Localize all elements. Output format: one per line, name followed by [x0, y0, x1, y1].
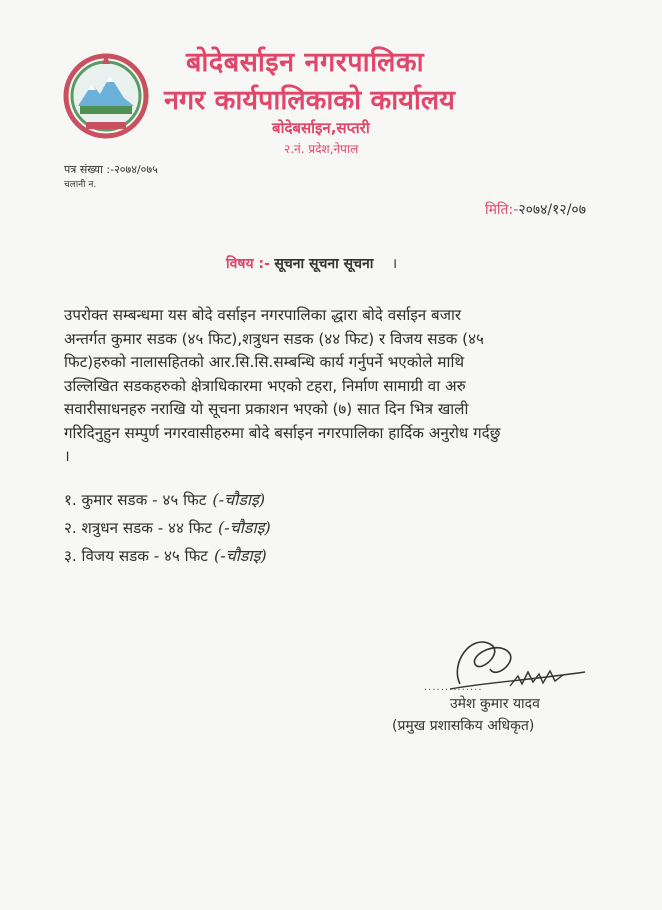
subject-value: सूचना सूचना सूचना — [274, 256, 374, 272]
office-name: नगर कार्यपालिकाको कार्यालय — [164, 85, 455, 116]
date-label: मिति:- — [484, 202, 519, 218]
body-line: फिट)हरुको नालासहितको आर.सि.सि.सम्बन्धि कार्य गर्नुपर्ने भएकोले माथि — [64, 353, 465, 371]
address-district: बोदेबर्साइन,सप्तरी — [272, 119, 370, 137]
subject-line — [226, 254, 397, 273]
body-line: । — [64, 447, 70, 465]
road-item: २. शत्रुधन सडक - ४४ फिट — [64, 519, 212, 537]
handwritten-note: (-चौडाइ) — [212, 490, 266, 509]
list-item — [64, 514, 271, 542]
date-value: २०७४/१२/०७ — [518, 202, 586, 218]
notice-body — [64, 304, 610, 469]
body-line: गरिदिनुहुन सम्पुर्ण नगरवासीहरुमा बोदे बर्साइन नगरपालिका हार्दिक अनुरोध गर्दछु — [64, 423, 501, 442]
signature-dots: .............. — [424, 682, 483, 693]
body-line: उपरोक्त सम्बन्धमा यस बोदे वर्साइन नगरपालिका द्धारा बोदे वर्साइन बजार — [64, 306, 462, 324]
road-list — [64, 486, 271, 570]
body-line: सवारीसाधनहरु नराखि यो सूचना प्रकाशन भएको (७) सात दिन भित्र खाली — [64, 400, 469, 418]
list-item — [64, 486, 271, 514]
handwritten-note: (-चौडाइ) — [213, 546, 267, 565]
letter-number: पत्र संख्या :-२०७४/०७५ — [64, 163, 158, 176]
signatory-name: उमेश कुमार यादव — [450, 696, 540, 712]
letter-date — [485, 200, 586, 219]
address-province: २.नं. प्रदेश,नेपाल — [284, 142, 359, 156]
signatory-title: (प्रमुख प्रशासकिय अधिकृत) — [392, 718, 535, 734]
municipality-name: बोदेबर्साइन नगरपालिका — [186, 47, 425, 78]
dispatch-number: चलानी न. — [64, 180, 97, 190]
road-item: ३. विजय सडक - ४५ फिट — [64, 547, 208, 565]
road-item: १. कुमार सडक - ४५ फिट — [64, 491, 207, 509]
handwritten-note: (-चौडाइ) — [217, 518, 271, 537]
nepal-government-emblem-icon — [58, 50, 154, 140]
body-line: अन्तर्गत कुमार सडक (४५ फिट),शत्रुधन सडक (४४ फिट) र विजय सडक (४५ — [64, 329, 484, 348]
subject-end-mark: । — [391, 256, 398, 272]
subject-label: विषय :- — [226, 256, 270, 272]
list-item — [64, 542, 271, 570]
body-line: उल्लिखित सडकहरुको क्षेत्राधिकारमा भएको टहरा, निर्माण सामाग्री वा अरु — [64, 376, 466, 395]
